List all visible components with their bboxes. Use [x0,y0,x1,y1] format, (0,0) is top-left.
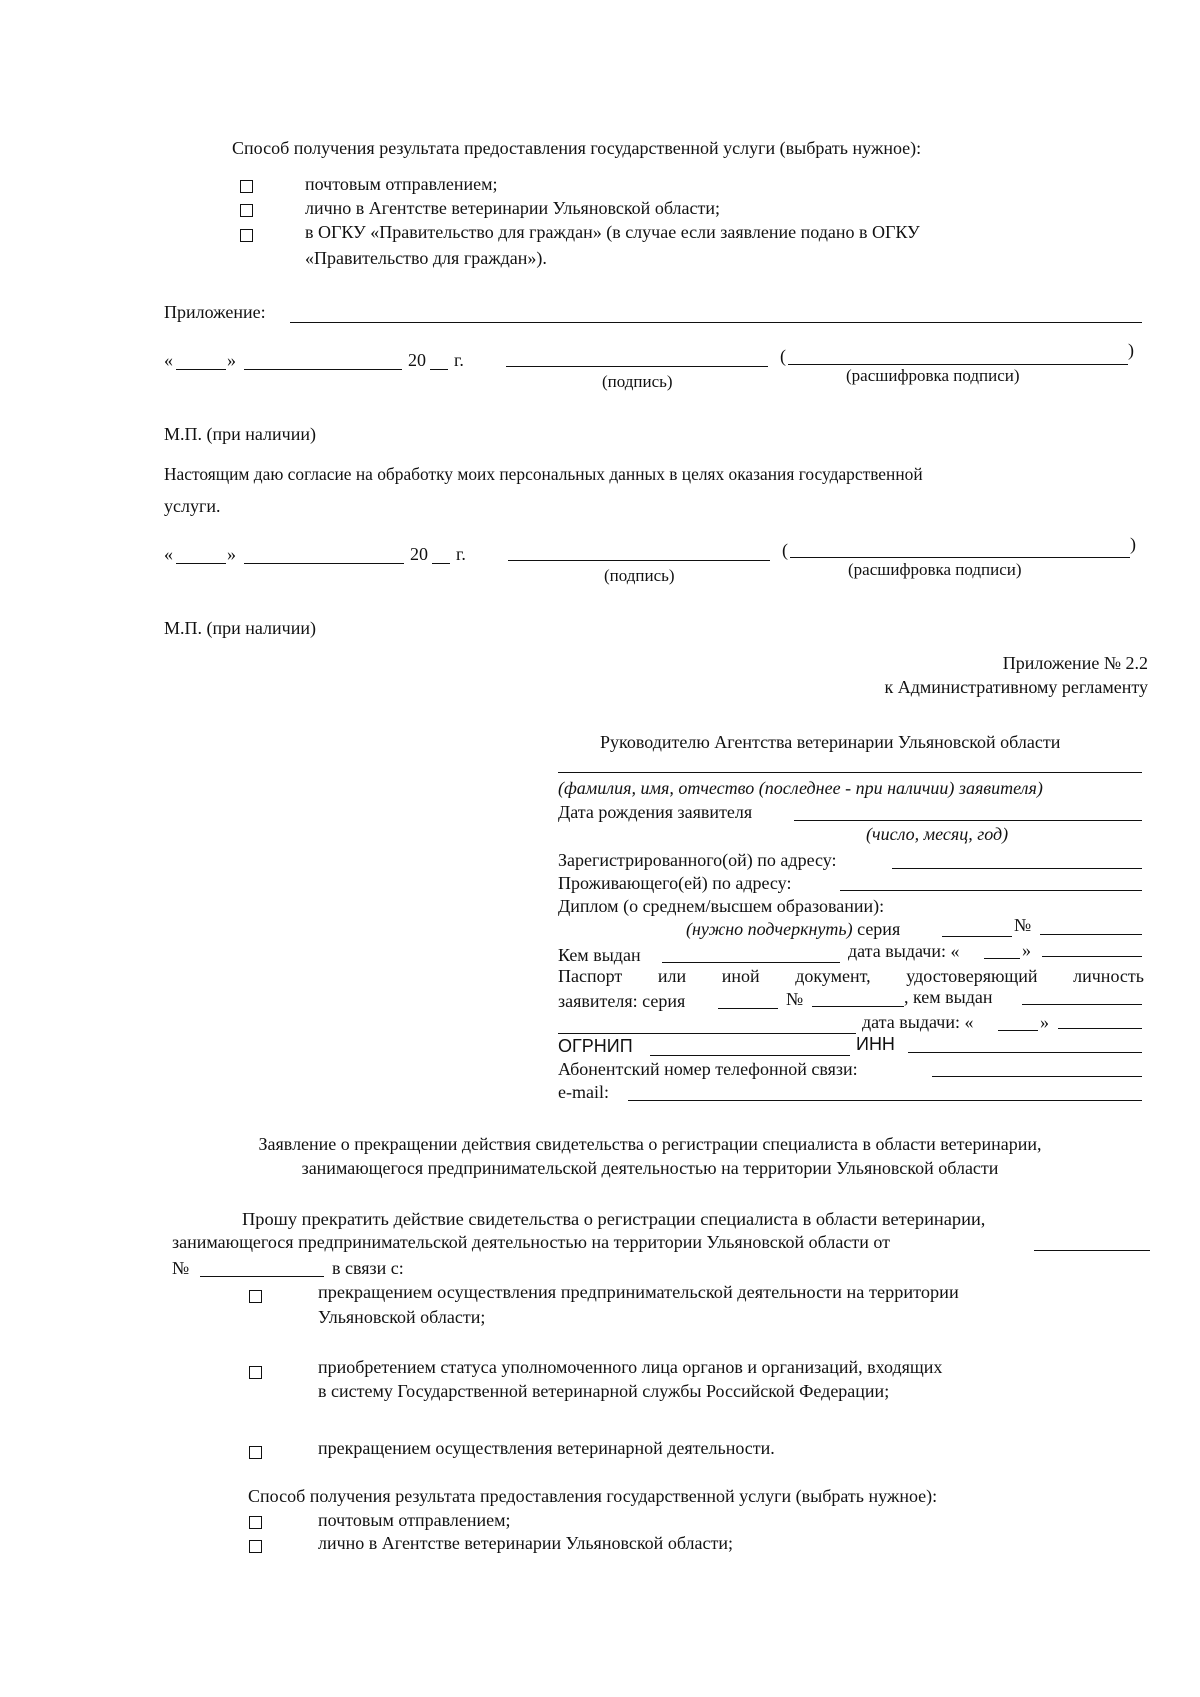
certificate-date-field[interactable] [1034,1250,1150,1251]
diploma-series-field[interactable] [942,936,1012,937]
issue-day-field[interactable] [984,958,1020,959]
diploma-number-sign: № [1014,915,1032,935]
statement-body-1: Прошу прекратить действие свидетельства о регистрации специалиста в области ветеринарии, [242,1209,986,1229]
issue-month-field[interactable] [1042,956,1142,957]
passport-issue-date-close: » [1040,1012,1049,1032]
date-open-quote: « [164,350,173,370]
date-open-quote-2: « [164,544,173,564]
passport-issuer-cont-field[interactable] [558,1033,856,1034]
year-prefix: 20 [408,350,426,370]
registered-label: Зарегистрированного(ой) по адресу: [558,850,837,870]
birth-label: Дата рождения заявителя [558,802,753,822]
option-in-person: лично в Агентстве ветеринарии Ульяновской области; [305,198,720,218]
decoding-field-2[interactable] [790,557,1130,558]
passport-issue-month-field[interactable] [1058,1028,1142,1029]
consent-line-2: услуги. [164,496,221,516]
decoding-caption-2: (расшифровка подписи) [848,560,1022,579]
decoding-field[interactable] [788,364,1128,365]
checkbox-postal[interactable] [240,180,253,193]
fio-caption: (фамилия, имя, отчество (последнее - при наличии) заявителя) [558,778,1043,798]
series-label: серия [857,919,901,939]
checkbox-reason-2[interactable] [249,1366,262,1379]
month-field-2[interactable] [244,563,404,564]
attachment-label: Приложение: [164,302,266,322]
signature-caption-2: (подпись) [604,566,675,585]
paren-open: ( [780,346,786,366]
day-field-2[interactable] [176,563,226,564]
addressee-head: Руководителю Агентства ветеринарии Ульяновской области [600,732,1061,752]
passport-number-field[interactable] [812,1006,904,1007]
passport-line: Паспорт или иной документ, удостоверяющий личность [558,966,1144,986]
signature-field[interactable] [506,366,768,367]
issue-date-close: » [1022,940,1031,960]
stamp-note-2: М.П. (при наличии) [164,618,316,638]
statement-body-2: занимающегося предпринимательской деятельностью на территории Ульяновской области от [172,1232,890,1252]
month-field[interactable] [244,369,402,370]
option-ogku-cont: «Правительство для граждан»). [305,248,547,268]
reason-2-line-1: приобретением статуса уполномоченного лица органов и организаций, входящих [318,1357,943,1377]
passport-issue-date-label: дата выдачи: « [862,1012,974,1032]
attachment-field[interactable] [290,322,1142,323]
passport-issue-day-field[interactable] [998,1030,1038,1031]
checkbox-postal-2[interactable] [249,1516,262,1529]
diploma-number-field[interactable] [1040,934,1142,935]
checkbox-reason-3[interactable] [249,1446,262,1459]
appendix-to: к Административному регламенту [884,677,1148,697]
stamp-note: М.П. (при наличии) [164,424,316,444]
statement-title-2: занимающегося предпринимательской деятельностью на территории Ульяновской области [301,1158,999,1178]
issued-by-field[interactable] [662,962,840,963]
issued-by-lower-label: , кем выдан [904,987,993,1007]
diploma-series-row [686,919,900,941]
year-field[interactable] [430,369,448,370]
underline-note: (нужно подчеркнуть) [686,919,853,939]
ogrnip-label: ОГРНИП [558,1036,633,1056]
inn-field[interactable] [908,1052,1142,1053]
phone-label: Абонентский номер телефонной связи: [558,1059,858,1079]
year-suffix: г. [454,350,464,370]
day-field[interactable] [176,369,226,370]
passport-number-sign: № [786,989,804,1009]
year-field-2[interactable] [432,563,450,564]
diploma-label: Диплом (о среднем/высшем образовании): [558,896,885,916]
option-postal: почтовым отправлением; [305,174,498,194]
checkbox-ogku[interactable] [240,229,253,242]
passport-series-field[interactable] [718,1008,778,1009]
registered-field[interactable] [892,868,1142,869]
birth-caption: (число, месяц, год) [866,824,1009,844]
passport-issued-by-field[interactable] [1022,1004,1142,1005]
certificate-number-field[interactable] [200,1276,324,1277]
statement-body-3: в связи с: [332,1258,404,1278]
issue-date-label: дата выдачи: « [848,941,960,961]
appendix-number: Приложение № 2.2 [1002,653,1148,673]
date-close-quote: » [227,350,236,370]
reason-2-line-2: в систему Государственной ветеринарной службы Российской Федерации; [318,1381,890,1401]
decoding-caption: (расшифровка подписи) [846,366,1020,385]
year-prefix-2: 20 [410,544,428,564]
birth-field[interactable] [794,820,1142,821]
checkbox-in-person[interactable] [240,204,253,217]
option-postal-2: почтовым отправлением; [318,1510,511,1530]
option-ogku: в ОГКУ «Правительство для граждан» (в случае если заявление подано в ОГКУ [305,222,920,242]
fio-field[interactable] [558,772,1142,773]
signature-caption: (подпись) [602,372,673,391]
method-heading-2: Способ получения результата предоставления государственной услуги (выбрать нужное): [248,1486,938,1506]
email-label: e-mail: [558,1082,609,1102]
residing-field[interactable] [840,890,1142,891]
option-in-person-2: лично в Агентстве ветеринарии Ульяновской области; [318,1533,733,1553]
year-suffix-2: г. [456,544,466,564]
statement-number-sign: № [172,1258,190,1278]
consent-line-1: Настоящим даю согласие на обработку моих персональных данных в целях оказания государственной [164,464,923,484]
ogrnip-field[interactable] [650,1055,850,1056]
checkbox-reason-1[interactable] [249,1290,262,1303]
statement-title-1: Заявление о прекращении действия свидетельства о регистрации специалиста в области ветеринарии, [258,1134,1042,1154]
residing-label: Проживающего(ей) по адресу: [558,873,792,893]
reason-1-line-2: Ульяновской области; [318,1307,486,1327]
reason-3-line-1: прекращением осуществления ветеринарной деятельности. [318,1438,775,1458]
inn-label: ИНН [856,1034,895,1054]
paren-close-2: ) [1130,534,1136,554]
checkbox-in-person-2[interactable] [249,1540,262,1553]
phone-field[interactable] [932,1076,1142,1077]
issued-by-label: Кем выдан [558,945,641,965]
method-heading: Способ получения результата предоставления государственной услуги (выбрать нужное): [232,138,922,158]
email-field[interactable] [628,1100,1142,1101]
paren-close: ) [1128,340,1134,360]
paren-open-2: ( [782,540,788,560]
date-close-quote-2: » [227,544,236,564]
signature-field-2[interactable] [508,560,770,561]
reason-1-line-1: прекращением осуществления предпринимательской деятельности на территории [318,1282,959,1302]
applicant-series-label: заявителя: серия [558,991,686,1011]
